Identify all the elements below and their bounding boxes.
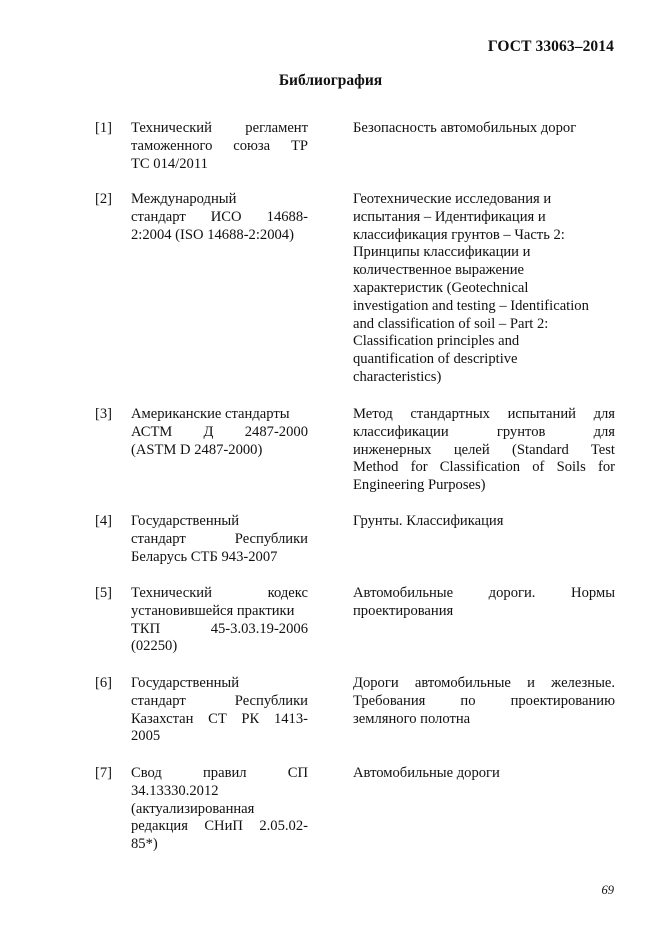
entry-source-line: Американские стандарты [131, 406, 290, 422]
entry-title-line: and classification of soil – Part 2: [353, 315, 549, 332]
entry-source-line: 2:2004 (ISO 14688-2:2004) [131, 226, 294, 243]
entry-title-line: земляного полотна [353, 710, 471, 727]
entry-title-line: Автомобильные дороги. Нормы [353, 585, 615, 601]
entry-title-line: Engineering Purposes) [353, 477, 486, 494]
standard-code: ГОСТ 33063–2014 [487, 38, 614, 55]
page-number: 69 [601, 883, 614, 897]
entry-source-line: ТС 014/2011 [131, 155, 208, 172]
entry-number: [7] [95, 765, 113, 781]
entry-source-line: Государственный [131, 675, 240, 691]
entry-source-line: (ASTM D 2487-2000) [131, 441, 263, 458]
entry-source-line: таможенного союза ТР [131, 137, 308, 154]
entry-title [353, 585, 615, 621]
entry-title-line: классификация грунтов – Часть 2: [353, 226, 565, 243]
entry-title-line: Автомобильные дороги [353, 765, 500, 781]
entry-source-line: установившейся практики [131, 602, 295, 619]
entry-source-line: редакция СНиП 2.05.02- [131, 818, 308, 835]
entry-title-line: Classification principles and [353, 333, 520, 350]
entry-title-line: Геотехнические исследования и [353, 191, 552, 207]
entry-title-line: Принципы классификации и [353, 244, 531, 261]
entry-source-line: стандарт Республики [131, 692, 308, 709]
entry-title-line: Method for Classification of Soils for [353, 459, 615, 476]
entry-title-line: количественное выражение [353, 262, 525, 279]
entry-title [353, 765, 615, 783]
entry-source [131, 765, 308, 854]
entry-source-line: 34.13330.2012 [131, 782, 219, 799]
bibliography-title: Библиография [278, 72, 383, 89]
entry-title-line: investigation and testing – Identification [353, 297, 589, 314]
entry-title-line: проектирования [353, 602, 454, 619]
entry-source-line: Беларусь СТБ 943-2007 [131, 548, 278, 565]
entry-number: [2] [95, 191, 113, 207]
entry-title-line: характеристик (Geotechnical [353, 279, 529, 296]
entry-source-line: стандарт ИСО 14688- [131, 208, 308, 225]
entry-source-line: 85*) [131, 836, 158, 853]
entry-source-line: Технический регламент [131, 120, 308, 136]
entry-source-line: стандарт Республики [131, 530, 308, 547]
entry-source-line: АСТМ Д 2487-2000 [131, 423, 308, 440]
entry-source [131, 406, 308, 459]
entry-title-line: инженерных целей (Standard Test [353, 441, 615, 458]
entry-title-line: Метод стандартных испытаний для [353, 406, 615, 422]
entry-source-line: Технический кодекс [131, 585, 308, 601]
entry-title-line: испытания – Идентификация и [353, 208, 546, 225]
entry-source [131, 675, 308, 746]
entry-number: [6] [95, 675, 113, 691]
entry-title [353, 120, 615, 138]
entry-source-line: Государственный [131, 513, 240, 529]
entry-title [353, 191, 615, 387]
entry-source-line: Свод правил СП [131, 765, 308, 781]
entry-source-line: (актуализированная [131, 800, 255, 817]
entry-source [131, 120, 308, 173]
entry-source [131, 191, 308, 244]
entry-title-line: Безопасность автомобильных дорог [353, 120, 577, 136]
entry-title-line: quantification of descriptive [353, 351, 518, 368]
entry-number: [4] [95, 513, 113, 529]
entry-source-line: 2005 [131, 728, 161, 745]
entry-source-line: ТКП 45-3.03.19-2006 [131, 620, 308, 637]
entry-title [353, 675, 615, 728]
entry-source-line: (02250) [131, 638, 178, 655]
entry-title [353, 406, 615, 495]
entry-source-line: Международный [131, 191, 237, 207]
entry-source-line: Казахстан СТ РК 1413- [131, 710, 308, 727]
entry-title-line: Дороги автомобильные и железные. [353, 675, 615, 691]
entry-title-line: characteristics) [353, 368, 442, 385]
entry-title-line: классификации грунтов для [353, 423, 615, 440]
entry-title [353, 513, 615, 531]
entry-source [131, 585, 308, 656]
entry-source [131, 513, 308, 566]
entry-number: [5] [95, 585, 113, 601]
entry-number: [3] [95, 406, 113, 422]
entry-title-line: Грунты. Классификация [353, 513, 504, 529]
entry-number: [1] [95, 120, 113, 136]
entry-title-line: Требования по проектированию [353, 692, 615, 709]
